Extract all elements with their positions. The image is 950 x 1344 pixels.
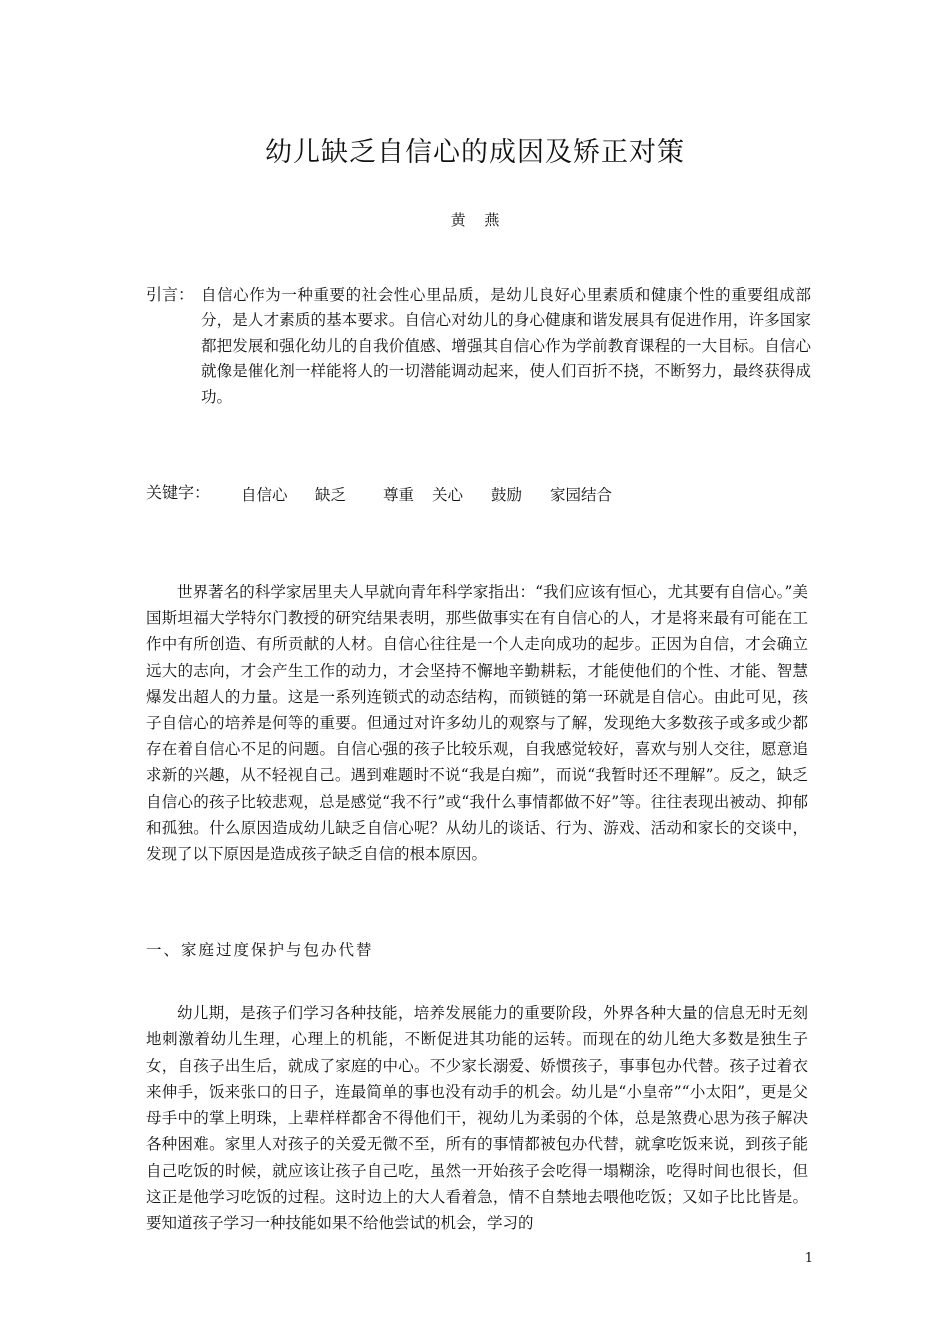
body-paragraph: 幼儿期，是孩子们学习各种技能，培养发展能力的重要阶段，外界各种大量的信息无时无刻地刺激着幼儿生理，心理上的机能，不断促进其功能的运转。而现在的幼儿绝大多数是独生子女，自孩子出生后，就成了家庭的中心。不少家长溺爱、娇惯孩子，事事包办代替。孩子过着衣来伸手，饭来张口的日子，连最简单的事也没有动手的机会。幼儿是“小皇帝”“小太阳”，更是父母手中的掌上明珠，上辈样样都舍不得他们干，视幼儿为柔弱的个体，总是煞费心思为孩子解决各种困难。家里人对孩子的关爱无微不至，所有的事情都被包办代替，就拿吃饭来说，到孩子能自己吃饭的时候，就应该让孩子自己吃，虽然一开始孩子会吃得一塌糊涂，吃得时间也很长，但这正是他学习吃饭的过程。这时边上的大人看着急，情不自禁地去喂他吃饭；又如子比比皆是。要知道孩子学习一种技能如果不给他尝试的机会，学习的 (146, 1004, 808, 1233)
keyword-item: 鼓励 (491, 486, 523, 504)
keywords-label: 关键字： (146, 483, 211, 502)
section-heading: 一、家庭过度保护与包办代替 (146, 941, 374, 959)
body-paragraph: 世界著名的科学家居里夫人早就向青年科学家指出：“我们应该有恒心，尤其要有自信心。”美国斯坦福大学特尔门教授的研究结果表明，那些做事实在有自信心的人，才是将来最有可能在工作中有所创造、有所贡献的人材。自信心往往是一个人走向成功的起步。正因为自信，才会确立远大的志向，才会产生工作的动力，才会坚持不懈地辛勤耕耘，才能使他们的个性、才能、智慧爆发出超人的力量。这是一系列连锁式的动态结构，而锁链的第一环就是自信心。由此可见，孩子自信心的培养是何等的重要。但通过对许多幼儿的观察与了解，发现绝大多数孩子或多或少都存在着自信心不足的问题。自信心强的孩子比较乐观，自我感觉较好，喜欢与别人交往，愿意追求新的兴趣，从不轻视自己。遇到难题时不说“我是白痴”，而说“我暂时还不理解”。反之，缺乏自信心的孩子比较悲观，总是感觉“我不行”或“我什么事情都做不好”等。往往表现出被动、抑郁和孤独。什么原因造成幼儿缺乏自信心呢？从幼儿的谈话、行为、游戏、活动和家长的交谈中，发现了以下原因是造成孩子缺乏自信的根本原因。 (146, 583, 808, 864)
intro-text: 自信心作为一种重要的社会性心里品质，是幼儿良好心里素质和健康个性的重要组成部分，是人才素质的基本要求。自信心对幼儿的身心健康和谐发展具有促进作用，许多国家都把发展和强化幼儿的自我价值感、增强其自信心作为学前教育课程的一大目标。自信心就像是催化剂一样能将人的一切潜能调动起来，使人们百折不挠，不断努力，最终获得成功。 (201, 286, 811, 406)
keyword-item: 自信心 (241, 486, 288, 504)
keyword-item: 缺乏 (315, 486, 347, 504)
intro-label: 引言： (146, 285, 195, 304)
document-title: 幼儿缺乏自信心的成因及矫正对策 (265, 137, 685, 168)
keyword-item: 关心 (432, 486, 464, 504)
page-number: 1 (804, 1251, 813, 1266)
author-name: 黄 燕 (450, 211, 500, 229)
keyword-item: 家园结合 (550, 486, 613, 504)
keyword-item: 尊重 (383, 486, 415, 504)
